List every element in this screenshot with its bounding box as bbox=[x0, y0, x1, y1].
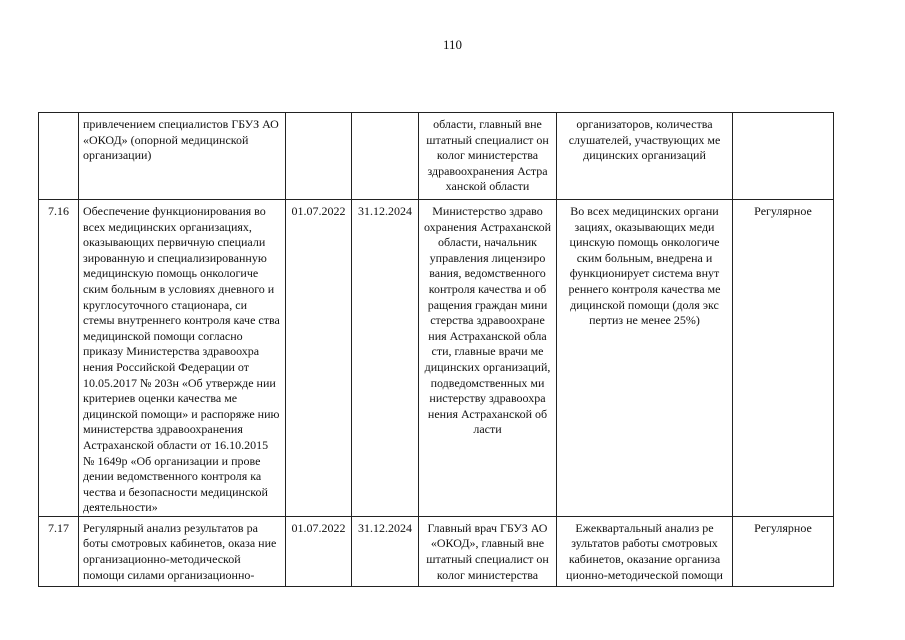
row-number-cell bbox=[39, 516, 79, 586]
start-date: 01.07.2022 bbox=[291, 520, 346, 535]
end-date: 31.12.2024 bbox=[358, 520, 412, 535]
event-cell bbox=[79, 113, 286, 200]
table-row bbox=[39, 516, 834, 586]
event-text: Регулярный анализ результатов ра боты смотровых кабинетов, оказа ние организационно-методической помощи силами организационно- bbox=[83, 520, 277, 582]
row-number: 7.16 bbox=[48, 204, 69, 218]
end-date-cell bbox=[352, 200, 419, 517]
row-number: 7.17 bbox=[48, 520, 69, 535]
start-date-cell bbox=[286, 200, 352, 517]
responsible-text: области, главный вне штатный специалист он колог министерства здравоохранения Астра ханской области bbox=[426, 117, 549, 194]
result-text: Во всех медицинских органи зациях, оказывающих меди цинскую помощь онкологиче ским больным, внедрена и функционирует система внут реннего контроля качества ме дицинской помощи (доля экс пертиз не менее 25%) bbox=[568, 204, 721, 328]
event-text: Обеспечение функционирования во всех медицинских организациях, оказывающих первичную специали зированную и специализированную медицинскую помощь онкологиче ским больным в условиях дневного и круглосуточного стационара, си стемы внутреннего контроля каче ства медицинской помощи согласно приказу Министерства здравоохра нения Российской Федерации от 10.05.2017 № 203н «Об утвержде нии критериев оценки качества ме дицинской помощи» и распоряже нию министерства здравоохранения Астраханской области от 16.10.2015 № 1649р «Об организации и прове дении ведомственного контроля ка чества и безопасности медицинской деятельности» bbox=[83, 204, 280, 515]
end-date: 31.12.2024 bbox=[358, 204, 412, 218]
type-text: Регулярное bbox=[754, 204, 812, 218]
result-cell bbox=[557, 113, 733, 200]
table-row bbox=[39, 113, 834, 200]
table-row bbox=[39, 200, 834, 517]
end-date-cell bbox=[352, 113, 419, 200]
event-cell bbox=[79, 200, 286, 517]
start-date-cell bbox=[286, 516, 352, 586]
event-text: привлечением специалистов ГБУЗ АО «ОКОД» (опорной медицинской организации) bbox=[83, 117, 279, 163]
result-cell bbox=[557, 200, 733, 517]
type-text: Регулярное bbox=[754, 520, 812, 535]
start-date-cell bbox=[286, 113, 352, 200]
responsible-text: Главный врач ГБУЗ АО «ОКОД», главный вне штатный специалист он колог министерства bbox=[426, 520, 549, 582]
page-number: 110 bbox=[442, 37, 463, 52]
responsible-cell bbox=[419, 200, 557, 517]
row-number-cell bbox=[39, 200, 79, 517]
event-cell bbox=[79, 516, 286, 586]
start-date: 01.07.2022 bbox=[291, 204, 346, 218]
result-text: организаторов, количества слушателей, участвующих ме дицинских организаций bbox=[568, 117, 721, 163]
responsible-text: Министерство здраво охранения Астраханской области, начальник управления лицензиро вания, ведомственного контроля качества и об ращения граждан мини стерства здравоохране ния Астраханской обла сти, главные врачи ме дицинских организаций, подведомственных ми нистерству здравоохра нения Астраханской об ласти bbox=[423, 204, 552, 437]
type-cell bbox=[733, 200, 834, 517]
row-number-cell bbox=[39, 113, 79, 200]
end-date-cell bbox=[352, 516, 419, 586]
type-cell bbox=[733, 516, 834, 586]
responsible-cell bbox=[419, 516, 557, 586]
responsible-cell bbox=[419, 113, 557, 200]
result-cell bbox=[557, 516, 733, 586]
measures-table bbox=[38, 112, 834, 587]
result-text: Ежеквартальный анализ ре зультатов работы смотровых кабинетов, оказание организа ционно-методической помощи bbox=[566, 520, 723, 582]
type-cell bbox=[733, 113, 834, 200]
